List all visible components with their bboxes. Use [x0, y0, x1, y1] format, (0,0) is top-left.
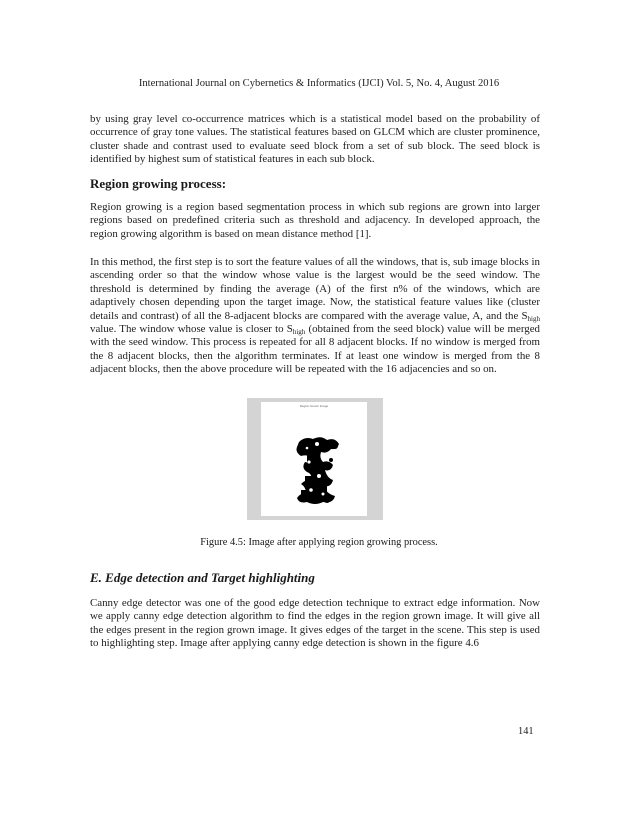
paragraph-region-growing-method: [90, 256, 540, 377]
section-heading-edge-detection: E. Edge detection and Target highlighting: [90, 570, 315, 585]
paragraph-region-growing-intro: Region growing is a region based segmentation process in which sub regions are grown into larger regions based on predefined criteria such as threshold and adjacency. In developed approach, the region growing algorithm is based on mean distance method [1].: [90, 201, 540, 240]
method-text-3: (obtained from the seed block) value will be merged with the seed window. This process is repeated for all 8 adjacent blocks. If no window is merged from the 8 adjacent blocks, then the algorithm terminates. If at least one window is merged from the 8 adjacent blocks, then the above procedure will be repeated with the 16 adjacencies and so on.: [90, 323, 540, 376]
figure-region-grown-image: [247, 398, 383, 520]
figure-caption: Figure 4.5: Image after applying region growing process.: [200, 537, 438, 548]
figure-inner-title: Region Grown Image: [299, 404, 329, 408]
journal-header: International Journal on Cybernetics & Informatics (IJCI) Vol. 5, No. 4, August 2016: [138, 78, 500, 89]
figure-canvas: [261, 402, 367, 516]
paragraph-glcm: by using gray level co-occurrence matrices which is a statistical model based on the probability of occurrence of gray tone values. The statistical features based on GLCM which are cluster prominence, cluster shade and contrast used to evaluate seed block from a set of sub block. The seed block is identified by highest sum of statistical features in each sub block.: [90, 113, 540, 166]
paragraph-edge-detection: Canny edge detector was one of the good edge detection technique to extract edge information. Now we apply canny edge detection algorithm to find the edges in the region grown image. It will give all the edges present in the region grown image. It gives edges of the target in the scene. This step is used to highlighting step. Image after applying canny edge detection is shown in the figure 4.6: [90, 597, 540, 650]
section-heading-region-growing: Region growing process:: [90, 176, 227, 191]
region-grown-blob: [261, 402, 367, 516]
method-text-2: value. The window whose value is closer to S: [90, 323, 293, 336]
page-number: 141: [518, 726, 534, 737]
subscript-high-1: high: [527, 314, 540, 323]
method-text-1: In this method, the first step is to sort the feature values of all the windows, that is, sub image blocks in ascending order so that the window whose value is the largest would be the seed window. The threshold is determined by finding the average (A) of the first n% of the windows, which are adaptively chosen depending upon the target image. Now, the statistical feature values like (cluster details and contrast) of all the 8-adjacent blocks are compared with the average value, A, and the S: [90, 256, 540, 322]
subscript-high-2: high: [292, 328, 306, 337]
